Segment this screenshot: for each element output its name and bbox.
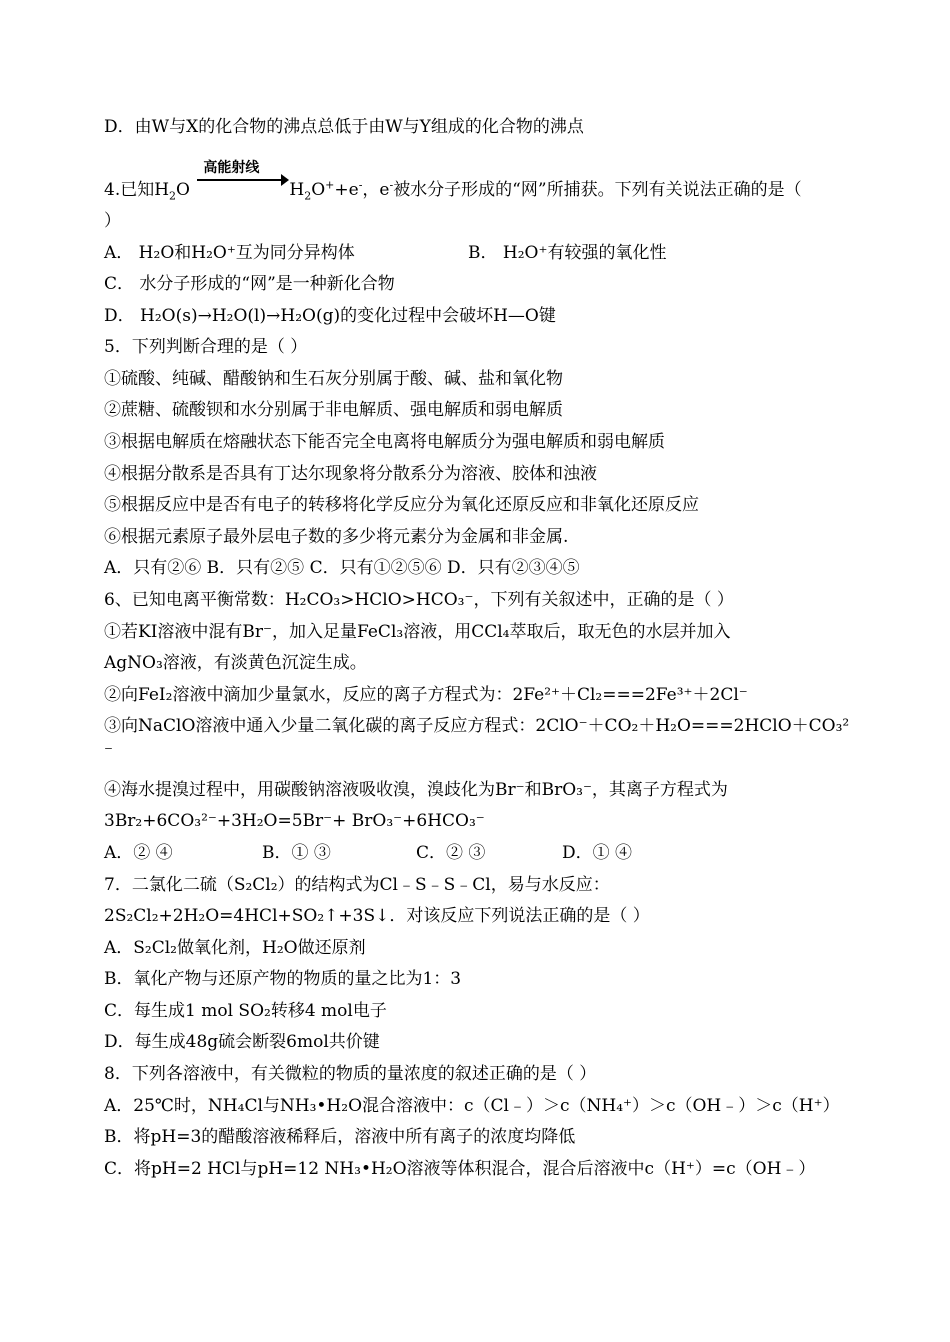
q4-option-a: A． H₂O和H₂O⁺互为同分异构体 — [104, 243, 355, 263]
q6-option-c: C．② ③ — [416, 843, 486, 863]
question-7-stem-b: 2S₂Cl₂+2H₂O=4HCl+SO₂↑+3S↓．对该反应下列说法正确的是（ ） — [104, 906, 650, 926]
q6-statement-3a: ③向NaClO溶液中通入少量二氧化碳的离子反应方程式：2ClO⁻＋CO₂＋H₂O===2HClO＋CO₃² — [104, 716, 850, 736]
arrow-head-icon — [281, 174, 289, 186]
q6-statement-1b: AgNO₃溶液，有淡黄色沉淀生成。 — [104, 653, 367, 673]
q6-option-d: D．① ④ — [562, 843, 633, 863]
q4-close-paren: ） — [104, 211, 121, 231]
q4-o2: O — [311, 180, 326, 200]
reaction-arrow — [195, 160, 289, 201]
q4-option-b: B． H₂O⁺有较强的氧化性 — [468, 243, 667, 263]
q6-option-a: A．② ④ — [104, 843, 173, 863]
arrow-condition-label: 高能射线 — [203, 160, 260, 176]
q6-statement-3b: ⁻ — [104, 742, 113, 762]
q4-prefix: 4.已知H — [104, 180, 170, 200]
q4-oxygen: O — [176, 180, 190, 200]
q5-statement-2: ②蔗糖、硫酸钡和水分别属于非电解质、强电解质和弱电解质 — [104, 400, 563, 420]
q5-statement-4: ④根据分散系是否具有丁达尔现象将分散系分为溶液、胶体和浊液 — [104, 464, 597, 484]
q4-rest1: +e — [334, 180, 359, 200]
q4-option-d: D． H₂O(s)→H₂O(l)→H₂O(g)的变化过程中会破坏H—O键 — [104, 306, 556, 326]
q8-option-b: B．将pH=3的醋酸溶液稀释后，溶液中所有离子的浓度均降低 — [104, 1127, 576, 1147]
q4-option-c: C． 水分子形成的“网”是一种新化合物 — [104, 274, 395, 294]
q7-option-c: C．每生成1 mol SO₂转移4 mol电子 — [104, 1001, 387, 1021]
option-d-previous: D．由W与X的化合物的沸点总低于由W与Y组成的化合物的沸点 — [104, 117, 584, 137]
q6-statement-2: ②向FeI₂溶液中滴加少量氯水，反应的离子方程式为：2Fe²⁺＋Cl₂===2Fe³⁺＋2Cl⁻ — [104, 685, 748, 705]
q6-option-b: B．① ③ — [262, 843, 331, 863]
question-7-stem-a: 7．二氯化二硫（S₂Cl₂）的结构式为Cl﹣S﹣S﹣Cl，易与水反应： — [104, 875, 610, 895]
q5-statement-3: ③根据电解质在熔融状态下能否完全电离将电解质分为强电解质和弱电解质 — [104, 432, 665, 452]
q6-statement-4a: ④海水提溴过程中，用碳酸钠溶液吸收溴，溴歧化为Br⁻和BrO₃⁻，其离子方程式为 — [104, 780, 728, 800]
q4-rest2: ，e — [362, 180, 390, 200]
q4-h: H — [289, 180, 305, 200]
q7-option-b: B．氧化产物与还原产物的物质的量之比为1：3 — [104, 969, 462, 989]
q6-statement-4b: 3Br₂+6CO₃²⁻+3H₂O=5Br⁻+ BrO₃⁻+6HCO₃⁻ — [104, 811, 485, 831]
question-4-stem: 4.已知$H_2O$ 高能射线 $H_2O^++e^-$，e-被水分子形成的“网”所捕获。下列有关说法正确的是（ — [104, 179, 854, 201]
q5-statement-6: ⑥根据元素原子最外层电子数的多少将元素分为金属和非金属. — [104, 527, 569, 547]
q7-option-a: A．S₂Cl₂做氧化剂，H₂O做还原剂 — [104, 938, 366, 958]
q5-choices: A．只有②⑥ B．只有②⑤ C．只有①②⑤⑥ D．只有②③④⑤ — [104, 558, 580, 578]
question-8-stem: 8．下列各溶液中，有关微粒的物质的量浓度的叙述正确的是（ ） — [104, 1064, 597, 1084]
question-6-stem: 6、已知电离平衡常数：H₂CO₃>HClO>HCO₃⁻，下列有关叙述中，正确的是（ ） — [104, 590, 734, 610]
q7-option-d: D．每生成48g硫会断裂6mol共价键 — [104, 1032, 380, 1052]
q4-options-ab — [104, 242, 854, 264]
question-5-stem: 5．下列判断合理的是（ ） — [104, 337, 308, 357]
q6-choices — [104, 842, 854, 864]
q8-option-a: A．25℃时，NH₄Cl与NH₃•H₂O混合溶液中：c（Cl﹣）＞c（NH₄⁺）＞c（OH﹣）＞c（H⁺） — [104, 1096, 840, 1116]
q5-statement-5: ⑤根据反应中是否有电子的转移将化学反应分为氧化还原反应和非氧化还原反应 — [104, 495, 699, 515]
q4-rest3: 被水分子形成的“网”所捕获。下列有关说法正确的是（ — [393, 180, 802, 200]
q5-statement-1: ①硫酸、纯碱、醋酸钠和生石灰分别属于酸、碱、盐和氧化物 — [104, 369, 563, 389]
q6-statement-1a: ①若KI溶液中混有Br⁻，加入足量FeCl₃溶液，用CCl₄萃取后，取无色的水层并加入 — [104, 622, 731, 642]
arrow-line — [197, 179, 285, 181]
q8-option-c: C．将pH=2 HCl与pH=12 NH₃•H₂O溶液等体积混合，混合后溶液中c（H⁺）=c（OH﹣） — [104, 1159, 816, 1179]
